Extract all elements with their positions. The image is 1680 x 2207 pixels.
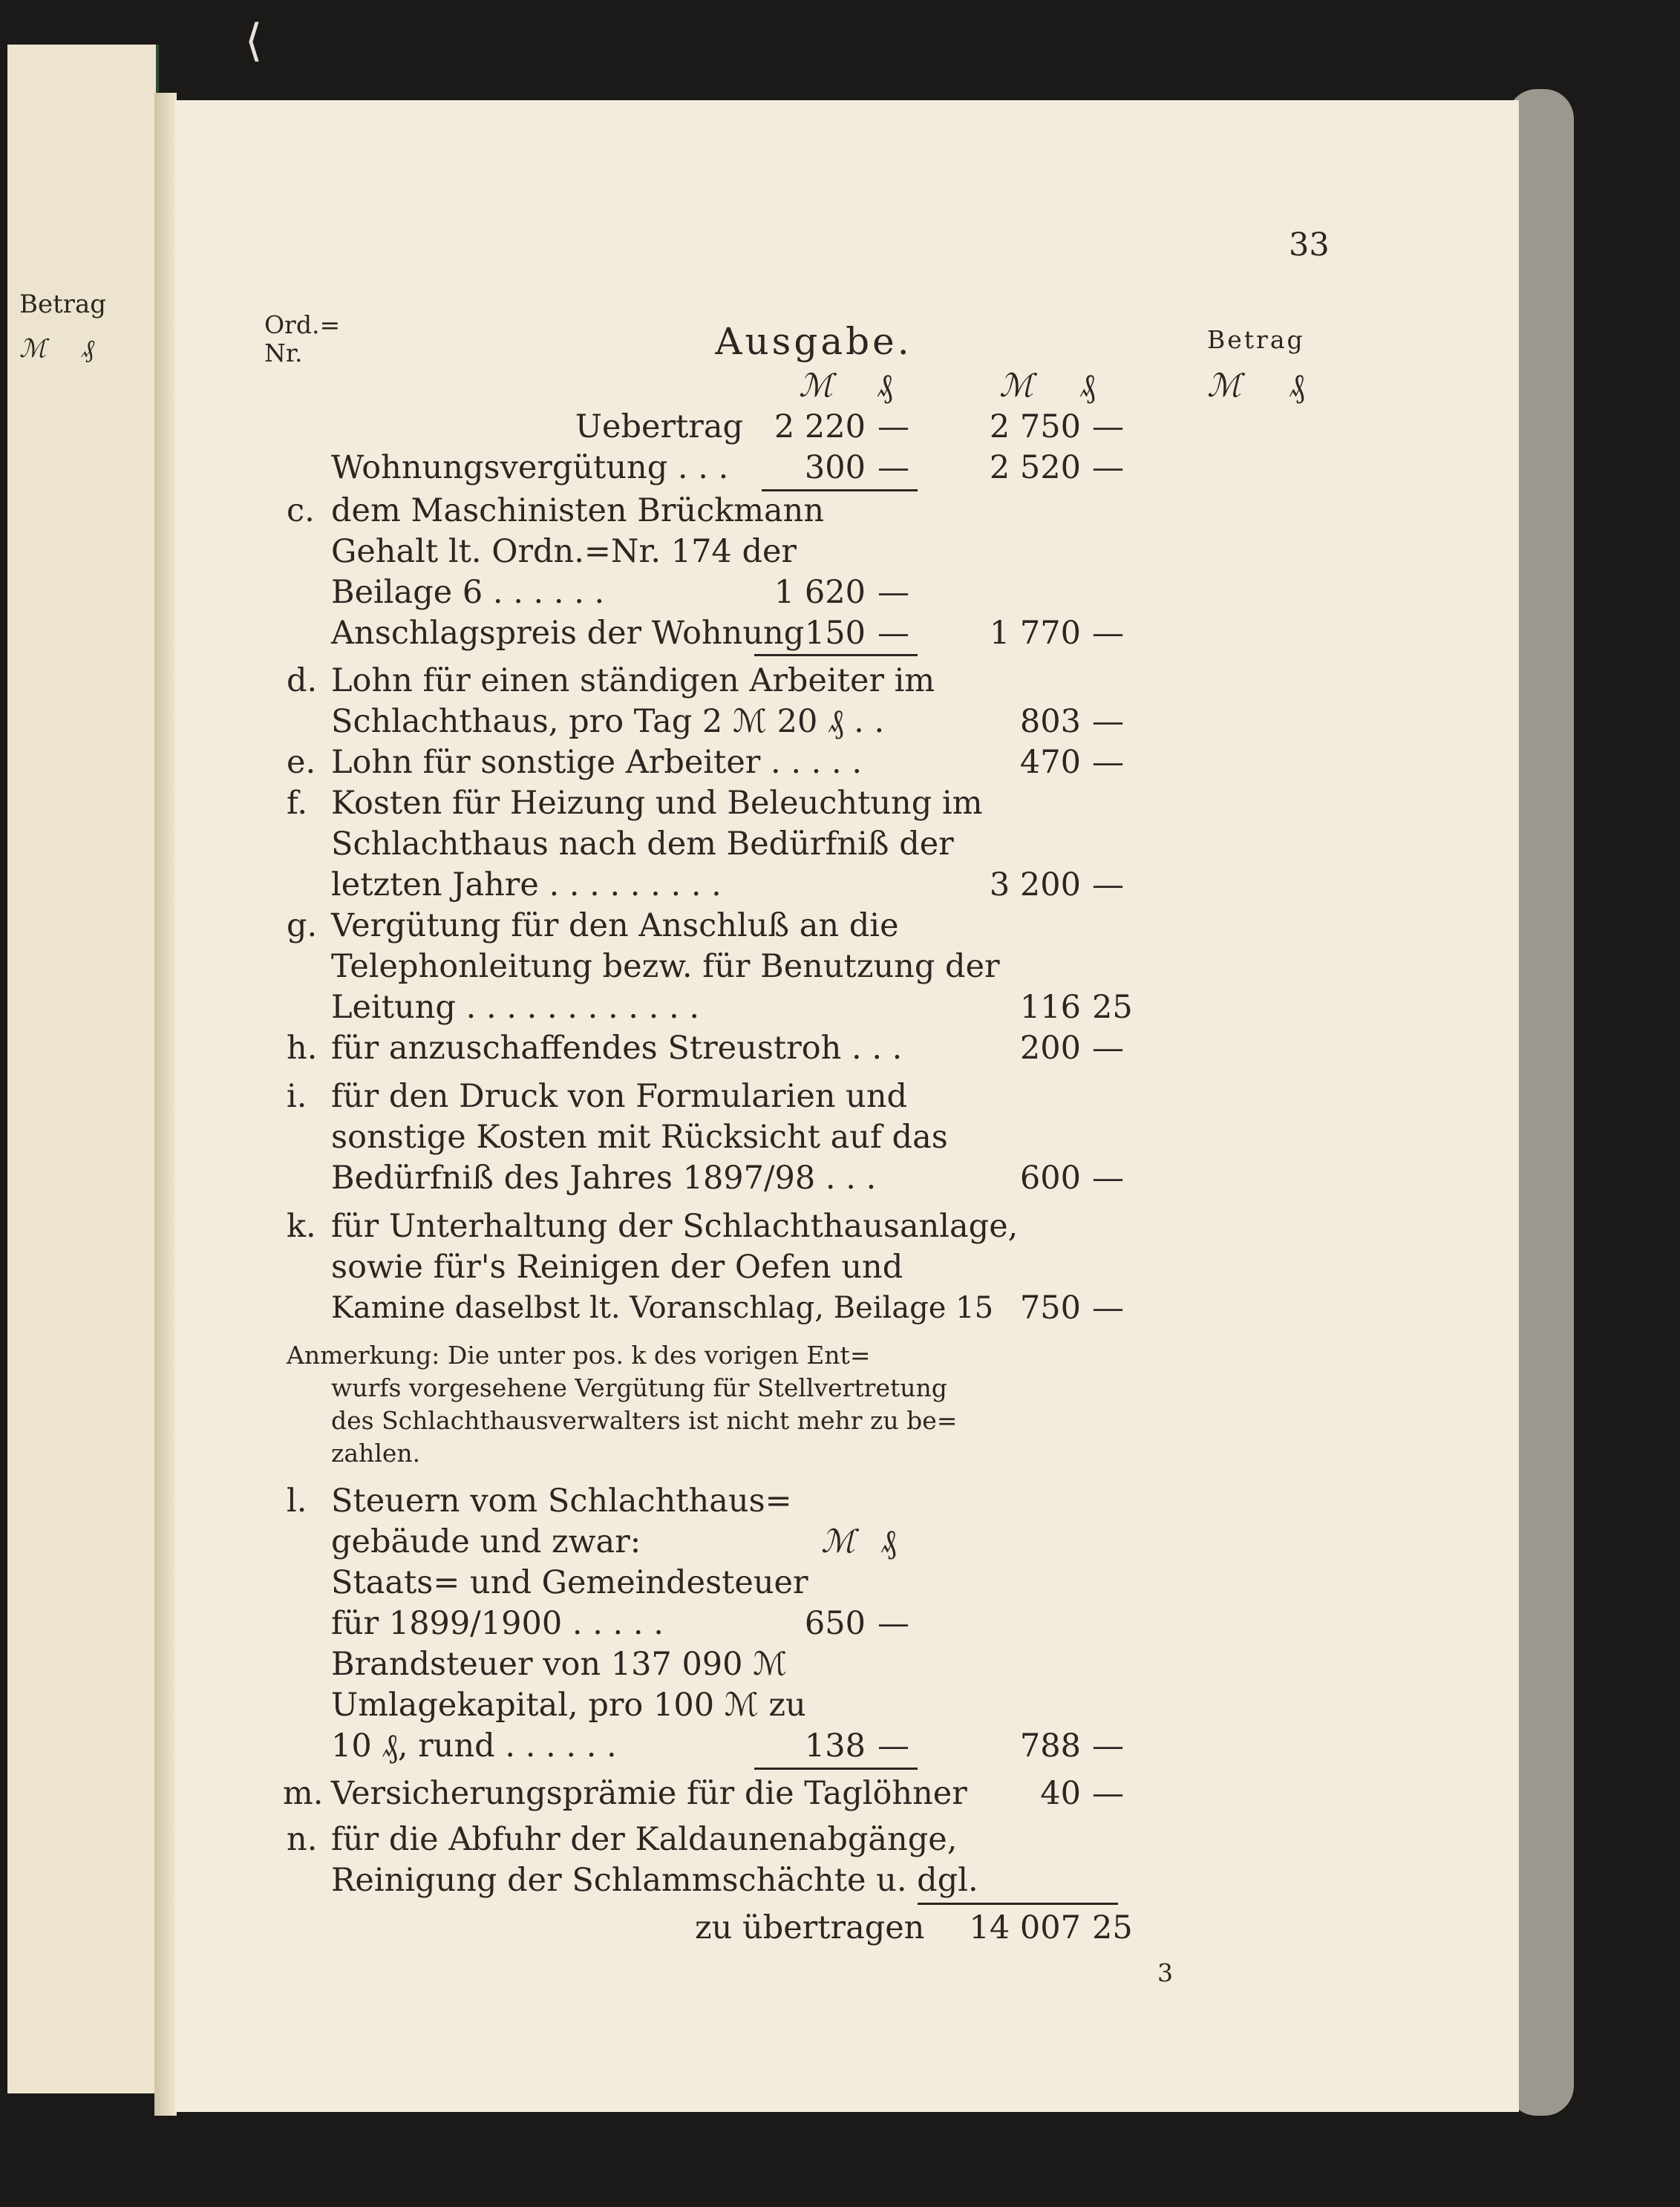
entry-line: Telephonleitung bezw. für Benutzung der (331, 948, 1000, 985)
amount-sub-pf: — (877, 574, 909, 611)
entry-line: Vergütung für den Anschluß an die (331, 907, 899, 944)
ord-label: Ord.= (264, 310, 341, 339)
col3-mark-unit: ℳ (1207, 367, 1241, 405)
entry-number: g. (287, 907, 318, 944)
entry-line: Kamine daselbst lt. Voranschlag, Beilage 15 (331, 1291, 994, 1325)
amount-sub-pf: — (877, 1605, 909, 1642)
amount-pf: — (1092, 1775, 1124, 1812)
amount-sub-mark: 300 (804, 449, 866, 486)
entry-line: Bedürfniß des Jahres 1897/98 . . . (331, 1160, 877, 1197)
entry-line: Wohnungsvergütung . . . (331, 449, 729, 486)
sub-pf-unit: ₰ (880, 1523, 897, 1560)
entry-number: l. (287, 1482, 307, 1520)
uebertrag-label: Uebertrag (575, 408, 743, 445)
entry-line: Beilage 6 . . . . . . (331, 574, 605, 611)
amount-mark: 600 (1019, 1160, 1081, 1197)
entry-line: letzten Jahre . . . . . . . . . (331, 866, 722, 903)
entry-line: 10 ₰, rund . . . . . . (331, 1727, 617, 1765)
carry-mark: 14 007 (969, 1909, 1081, 1946)
bracket-icon: ⟨ (245, 15, 263, 67)
amount-mark: 1 770 (989, 615, 1081, 652)
amount-sub-mark: 150 (804, 615, 866, 652)
entry-line: Reinigung der Schlammschächte u. dgl. (331, 1862, 978, 1899)
entry-line: Kosten für Heizung und Beleuchtung im (331, 785, 983, 822)
entry-line: für Unterhaltung der Schlachthausanlage, (331, 1208, 1019, 1245)
entry-number: k. (287, 1208, 316, 1245)
amount-pf: — (1092, 1160, 1124, 1197)
amount-mark: 40 (1040, 1775, 1081, 1812)
entry-number: h. (287, 1030, 318, 1067)
entry-number: f. (287, 785, 308, 822)
col1-mark-unit: ℳ (799, 367, 833, 405)
left-page-edge (7, 45, 159, 2093)
note-line: zahlen. (331, 1439, 421, 1468)
entry-line: Umlagekapital, pro 100 ℳ zu (331, 1687, 806, 1724)
amount-sub-pf: — (877, 1727, 909, 1765)
entry-line: Versicherungsprämie für die Taglöhner (331, 1775, 967, 1812)
amount-mark: 200 (1019, 1030, 1081, 1067)
entry-number: d. (287, 662, 318, 699)
entry-line: Steuern vom Schlachthaus= (331, 1482, 792, 1520)
amount-sub-mark: 650 (804, 1605, 866, 1642)
amount-pf: — (1092, 449, 1124, 486)
amount-sub-pf: — (877, 615, 909, 652)
entry-line: für den Druck von Formularien und (331, 1078, 908, 1115)
amount-pf: — (1092, 615, 1124, 652)
amount-pf: 25 (1092, 989, 1133, 1026)
entry-line: Lohn für sonstige Arbeiter . . . . . (331, 744, 863, 781)
amount-pf: — (1092, 703, 1124, 740)
amount-mark: 788 (1019, 1727, 1081, 1765)
total-rule (918, 1903, 1118, 1905)
document-page (175, 100, 1519, 2112)
amount-pf: — (1092, 1030, 1124, 1067)
entry-number: n. (287, 1821, 318, 1858)
amount-mark: 750 (1019, 1289, 1081, 1327)
entry-line: Leitung . . . . . . . . . . . . (331, 989, 699, 1026)
signature-mark: 3 (1157, 1958, 1173, 1987)
amount-pf: — (1092, 1289, 1124, 1327)
left-pf-unit: ₰ (82, 334, 94, 364)
entry-number: e. (287, 744, 316, 781)
left-mark-unit: ℳ (19, 334, 47, 364)
entry-line: Brandsteuer von 137 090 ℳ (331, 1646, 788, 1683)
amount-mark: 2 750 (989, 408, 1081, 445)
carry-pf: 25 (1092, 1909, 1133, 1946)
sum-rule (754, 654, 918, 656)
amount-pf: — (1092, 408, 1124, 445)
amount-sub-mark: 2 220 (774, 408, 866, 445)
note-line: Anmerkung: Die unter pos. k des vorigen Ent= (287, 1341, 871, 1370)
amount-pf: — (1092, 866, 1124, 903)
entry-line: dem Maschinisten Brückmann (331, 492, 825, 529)
amount-sub-pf: — (877, 449, 909, 486)
entry-line: Schlachthaus nach dem Bedürfniß der (331, 825, 954, 863)
amount-mark: 470 (1019, 744, 1081, 781)
book-spine (154, 93, 177, 2116)
amount-mark: 803 (1019, 703, 1081, 740)
col3-pf-unit: ₰ (1289, 367, 1305, 405)
betrag-header: Betrag (1207, 325, 1305, 354)
page-number: 33 (1289, 226, 1330, 264)
amount-mark: 3 200 (989, 866, 1081, 903)
entry-line: gebäude und zwar: (331, 1523, 641, 1560)
col2-pf-unit: ₰ (1079, 367, 1096, 405)
entry-number: m. (283, 1775, 324, 1812)
amount-sub-pf: — (877, 408, 909, 445)
entry-line: für anzuschaffendes Streustroh . . . (331, 1030, 903, 1067)
nr-label: Nr. (264, 339, 303, 367)
sum-rule (762, 489, 918, 491)
sum-rule (754, 1768, 918, 1770)
entry-number: i. (287, 1078, 307, 1115)
note-line: wurfs vorgesehene Vergütung für Stellvertretung (331, 1373, 947, 1402)
page-title: Ausgabe. (715, 320, 912, 363)
amount-pf: — (1092, 744, 1124, 781)
col1-pf-unit: ₰ (877, 367, 893, 405)
entry-line: Anschlagspreis der Wohnung (331, 615, 805, 652)
entry-line: Gehalt lt. Ordn.=Nr. 174 der (331, 533, 797, 570)
amount-sub-mark: 138 (804, 1727, 866, 1765)
amount-pf: — (1092, 1727, 1124, 1765)
entry-number: c. (287, 492, 315, 529)
amount-mark: 2 520 (989, 449, 1081, 486)
entry-line: sowie für's Reinigen der Oefen und (331, 1249, 903, 1286)
left-betrag-label: Betrag (19, 290, 107, 319)
entry-line: Staats= und Gemeindesteuer (331, 1564, 808, 1601)
entry-line: für die Abfuhr der Kaldaunenabgänge, (331, 1821, 958, 1858)
amount-mark: 116 (1019, 989, 1081, 1026)
entry-line: für 1899/1900 . . . . . (331, 1605, 664, 1642)
note-line: des Schlachthausverwalters ist nicht mehr zu be= (331, 1406, 958, 1435)
sub-mark-unit: ℳ (821, 1523, 855, 1560)
entry-line: Lohn für einen ständigen Arbeiter im (331, 662, 935, 699)
amount-sub-mark: 1 620 (774, 574, 866, 611)
entry-line: sonstige Kosten mit Rücksicht auf das (331, 1119, 948, 1156)
carry-label: zu übertragen (695, 1909, 925, 1946)
entry-line: Schlachthaus, pro Tag 2 ℳ 20 ₰ . . (331, 703, 885, 740)
col2-mark-unit: ℳ (999, 367, 1033, 405)
